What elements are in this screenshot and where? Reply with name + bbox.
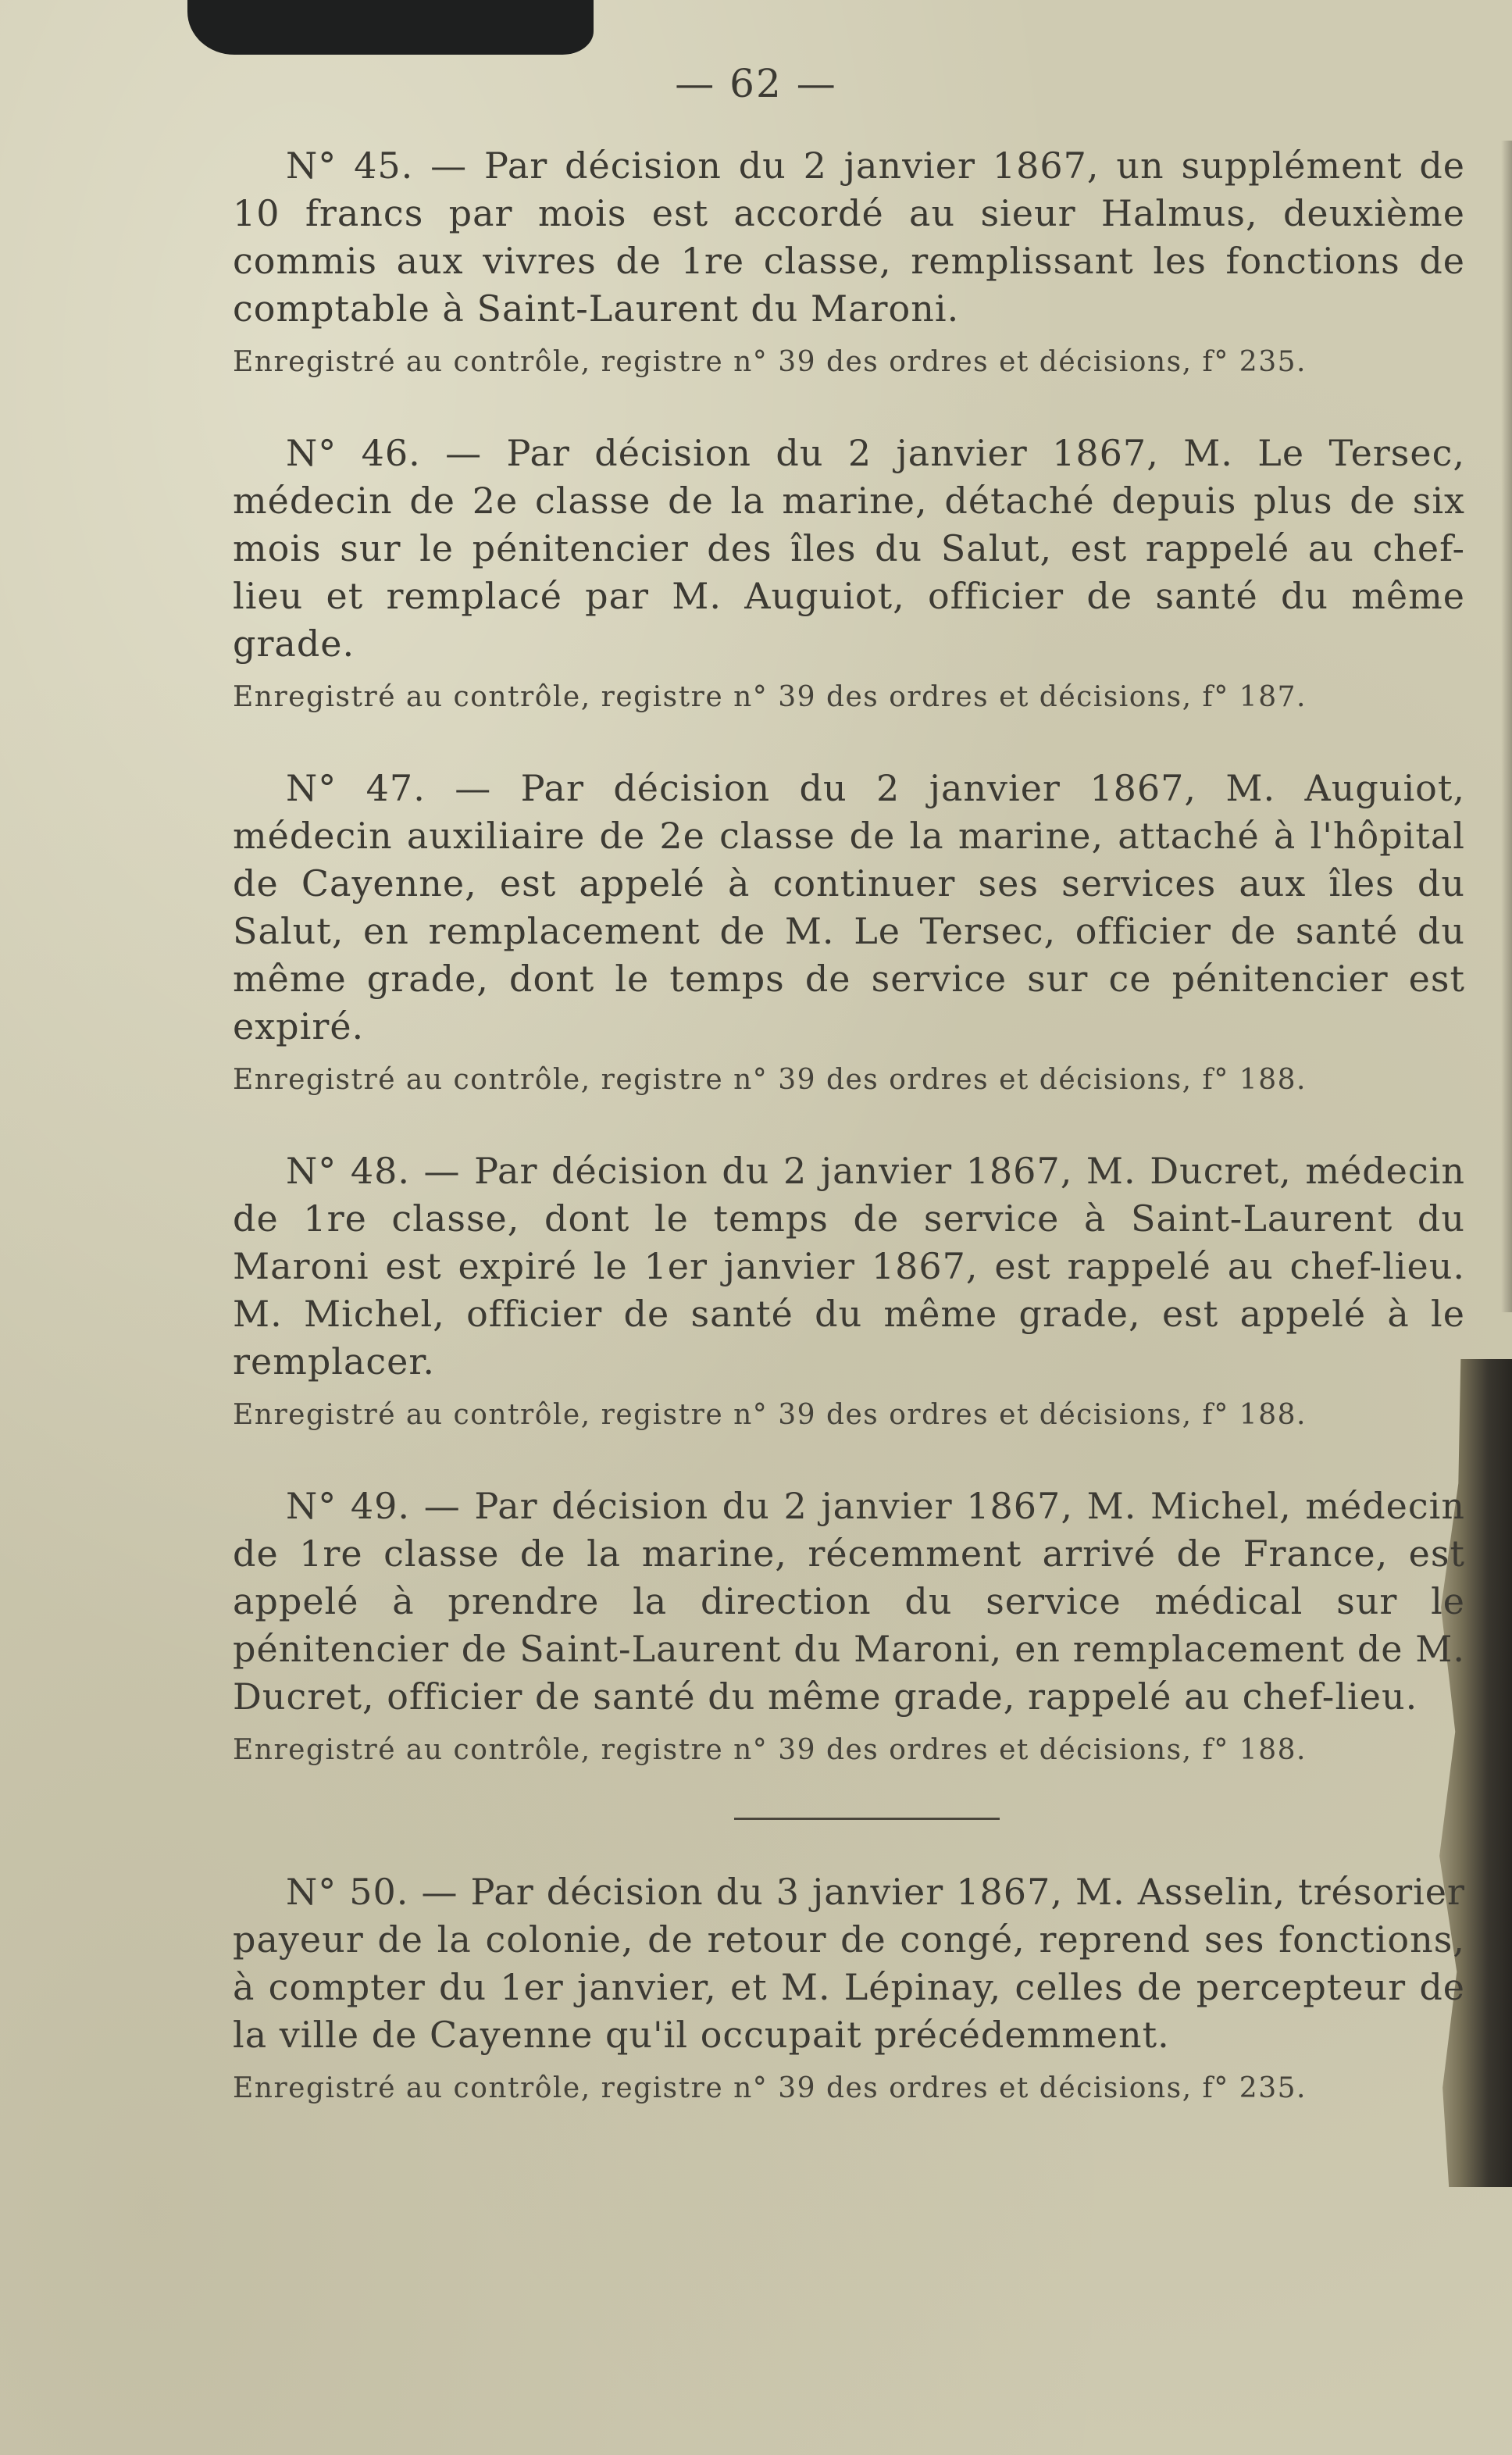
page-edge-shadow xyxy=(1501,141,1512,1312)
decision-text: N° 47. — Par décision du 2 janvier 1867, M. Auguiot, médecin auxiliaire de 2e classe de la marine, attaché à l'hôpital de Cayenne, est appelé à continuer ses services aux îles du Salut, en remplacement de M. Le Tersec, officier de santé du même grade, dont le temps de service sur ce pénitencier est expiré. xyxy=(233,767,1465,1047)
decision-text: N° 46. — Par décision du 2 janvier 1867, M. Le Tersec, médecin de 2e classe de la marine, détaché depuis plus de six mois sur le pénitencier des îles du Salut, est rappelé au chef-lieu et remplacé par M. Auguiot, officier de santé du même grade. xyxy=(233,432,1465,665)
registration-note: Enregistré au contrôle, registre n° 39 des ordres et décisions, f° 188. xyxy=(233,1399,1307,1431)
decision-entry-48 xyxy=(233,1147,1465,1434)
decision-entry-49 xyxy=(233,1483,1465,1769)
decision-text: N° 48. — Par décision du 2 janvier 1867, M. Ducret, médecin de 1re classe, dont le temps de service à Saint-Laurent du Maroni est expiré le 1er janvier 1867, est rappelé au chef-lieu. M. Michel, officier de santé du même grade, est appelé à le remplacer. xyxy=(233,1150,1465,1383)
registration-note: Enregistré au contrôle, registre n° 39 des ordres et décisions, f° 187. xyxy=(233,681,1307,713)
section-divider xyxy=(734,1818,1000,1820)
decision-entry-46 xyxy=(233,430,1465,716)
decision-entry-50 xyxy=(233,1868,1465,2107)
document-body xyxy=(233,142,1465,2107)
page-number: — 62 — xyxy=(675,61,837,106)
decision-entry-47 xyxy=(233,765,1465,1099)
registration-note: Enregistré au contrôle, registre n° 39 des ordres et décisions, f° 188. xyxy=(233,1734,1307,1766)
registration-note: Enregistré au contrôle, registre n° 39 des ordres et décisions, f° 188. xyxy=(233,1064,1307,1096)
ink-blot xyxy=(187,0,594,55)
decision-text: N° 45. — Par décision du 2 janvier 1867, un supplément de 10 francs par mois est accordé au sieur Halmus, deuxième commis aux vivres de 1re classe, remplissant les fonctions de comptable à Saint-Laurent du Maroni. xyxy=(233,145,1465,330)
registration-note: Enregistré au contrôle, registre n° 39 des ordres et décisions, f° 235. xyxy=(233,2072,1307,2104)
decision-text: N° 49. — Par décision du 2 janvier 1867, M. Michel, médecin de 1re classe de la marine, récemment arrivé de France, est appelé à prendre la direction du service médical sur le pénitencier de Saint-Laurent du Maroni, en remplacement de M. Ducret, officier de santé du même grade, rappelé au chef-lieu. xyxy=(233,1485,1465,1718)
decision-text: N° 50. — Par décision du 3 janvier 1867, M. Asselin, trésorier payeur de la colonie, de retour de congé, reprend ses fonctions, à compter du 1er janvier, et M. Lépinay, celles de percepteur de la ville de Cayenne qu'il occupait précédemment. xyxy=(233,1871,1465,2056)
decision-entry-45 xyxy=(233,142,1465,381)
registration-note: Enregistré au contrôle, registre n° 39 des ordres et décisions, f° 235. xyxy=(233,346,1307,378)
